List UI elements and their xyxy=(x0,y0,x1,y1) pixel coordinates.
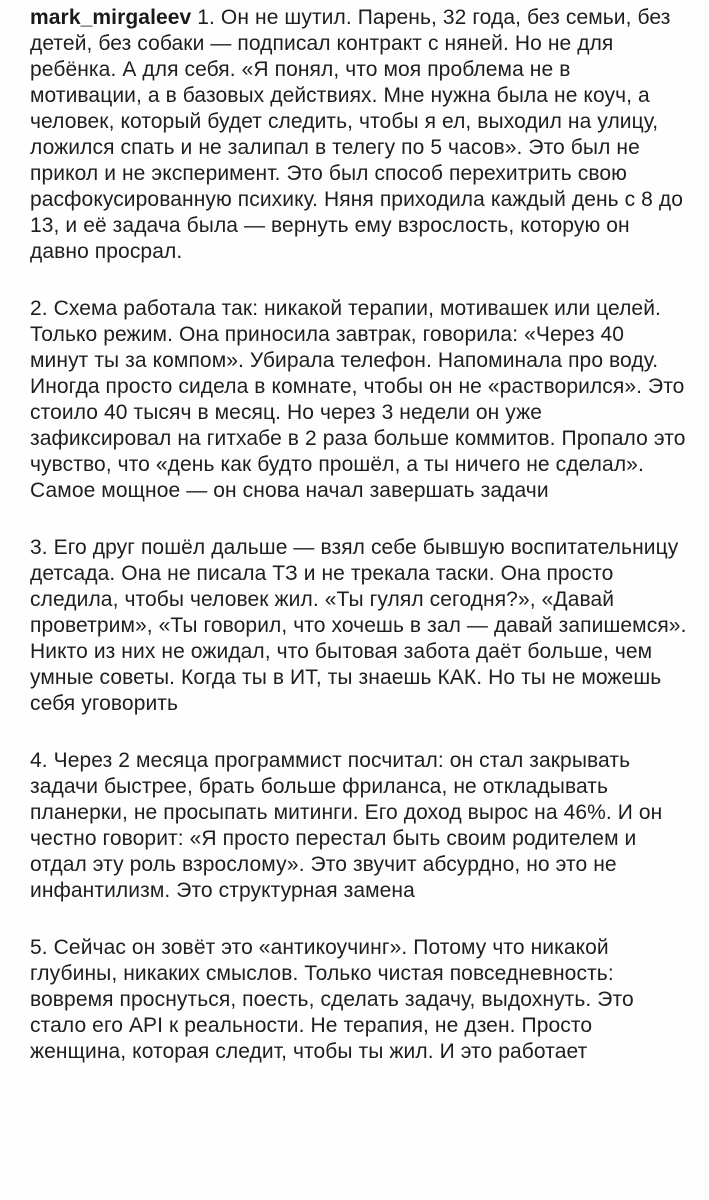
caption-paragraph-4: 4. Через 2 месяца программист посчитал: он стал закрывать задачи быстрее, брать больше фриланса, не откладывать планерки, не просыпать митинги. Его доход вырос на 46%. И он честно говорит: «Я просто перестал быть своим родителем и отдал эту роль взрослому». Это звучит абсурдно, но это не инфантилизм. Это структурная замена xyxy=(30,749,663,902)
caption-paragraph-1-text: 1. Он не шутил. Парень, 32 года, без семьи, без детей, без собаки — подписал контракт с няней. Но не для ребёнка. А для себя. «Я понял, что моя проблема не в мотивации, а в базовых действиях. Мне нужна была не коуч, а человек, который будет следить, чтобы я ел, выходил на улицу, ложился спать и не залипал в телегу по 5 часов». Это был не прикол и не эксперимент. Это был способ перехитрить свою расфокусированную психику. Няня приходила каждый день с 8 до 13, и её задача была — вернуть ему взрослость, которую он давно просрал. xyxy=(30,6,684,263)
caption-paragraph-3: 3. Его друг пошёл дальше — взял себе бывшую воспитательницу детсада. Она не писала ТЗ и не трекала таски. Она просто следила, чтобы человек жил. «Ты гулял сегодня?», «Давай проветрим», «Ты говорил, что хочешь в зал — давай запишемся». Никто из них не ожидал, что бытовая забота даёт больше, чем умные советы. Когда ты в ИТ, ты знаешь КАК. Но ты не можешь себя уговорить xyxy=(30,536,687,715)
caption-paragraph-1 xyxy=(30,5,687,265)
username-link[interactable]: mark_mirgaleev xyxy=(30,6,192,29)
caption-paragraph-2: 2. Схема работала так: никакой терапии, мотивашек или целей. Только режим. Она приносила завтрак, говорила: «Через 40 минут ты за компом». Убирала телефон. Напоминала про воду. Иногда просто сидела в комнате, чтобы он не «растворился». Это стоило 40 тысяч в месяц. Но через 3 недели он уже зафиксировал на гитхабе в 2 раза больше коммитов. Пропало это чувство, что «день как будто прошёл, а ты ничего не сделал». Самое мощное — он снова начал завершать задачи xyxy=(30,297,686,502)
caption-paragraph-5: 5. Сейчас он зовёт это «антикоучинг». Потому что никакой глубины, никаких смыслов. Только чистая повседневность: вовремя проснуться, поесть, сделать задачу, выдохнуть. Это стало его API к реальности. Не терапия, не дзен. Просто женщина, которая следит, чтобы ты жил. И это работает xyxy=(30,936,634,1063)
